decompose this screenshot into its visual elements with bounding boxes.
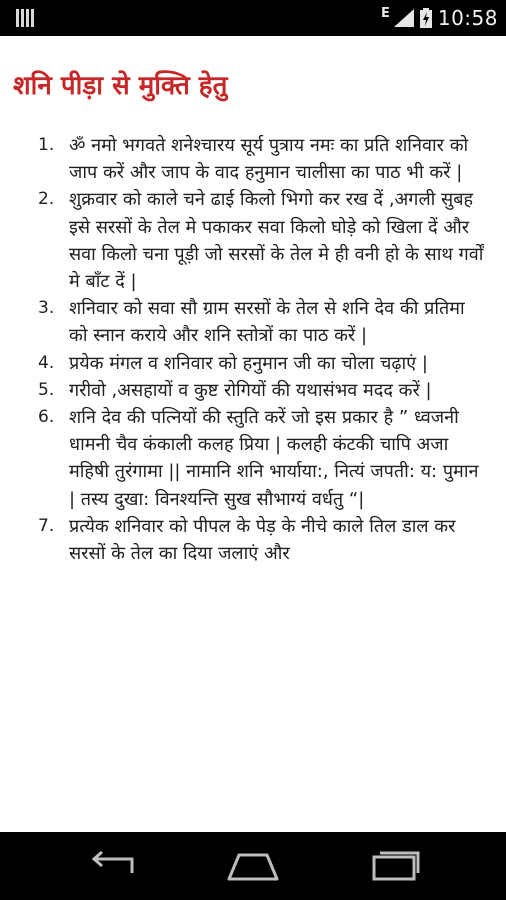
navigation-bar (0, 832, 506, 900)
list-item (0, 186, 506, 295)
item-text: गरीवो ,असहायों व कुष्ट रोगियों की यथासंभव मदद करें | (69, 379, 432, 401)
item-text: शनिवार को सवा सौ ग्राम सरसों के तेल से शनि देव की प्रतिमा को स्नान कराये और शनि स्तोत्रों का पाठ करें | (69, 298, 465, 347)
barcode-icon (16, 9, 34, 27)
status-clock: 10:58 (437, 6, 498, 30)
back-button[interactable] (84, 849, 140, 883)
recents-button[interactable] (366, 849, 422, 883)
content-area[interactable] (0, 36, 506, 832)
item-number: 2. (38, 189, 55, 210)
item-number: 7. (38, 515, 55, 536)
status-bar (0, 0, 506, 36)
battery-charging-icon (420, 8, 432, 28)
item-number: 5. (38, 379, 55, 400)
item-number: 3. (38, 298, 55, 319)
remedy-list (0, 132, 506, 567)
item-text: शुक्रवार को काले चने ढाई किलो भिगो कर रख दें ,अगली सुबह इसे सरसों के तेल मे पकाकर सवा किलो घोड़े को खिला दें और सवा किलो चना पूड़ी जो सरसों के तेल मे ही वनी हो के साथ गर्वों मे बाँट दें | (69, 189, 484, 293)
item-number: 4. (38, 352, 55, 373)
item-text: ॐ नमो भगवते शनेश्चारय सूर्य पुत्राय नमः का प्रति शनिवार को जाप करें और जाप के वाद हनुमान चालीसा का पाठ भी करें | (69, 135, 469, 184)
back-icon (84, 849, 140, 883)
signal-icon (394, 9, 414, 27)
network-type-label: E (380, 5, 390, 21)
recents-icon (366, 849, 422, 883)
list-item (0, 404, 506, 513)
item-number: 1. (38, 135, 55, 155)
status-icons (381, 0, 498, 36)
list-item (0, 132, 506, 186)
list-item (0, 350, 506, 377)
list-item (0, 295, 506, 349)
list-item (0, 377, 506, 404)
item-text: शनि देव की पत्नियों की स्तुति करें जो इस प्रकार है ” ध्वजनी धामनी चैव कंकाली कलह प्रिया | कलही कंटकी चापि अजा महिषी तुरंगामा || नामानि शनि भार्याया:, नित्यं जपती: य: पुमान | तस्य दुखा: विनश्यन्ति सुख सौभाग्यं वर्धतु “| (69, 407, 479, 510)
list-item (0, 513, 506, 567)
page-title: शनि पीड़ा से मुक्ति हेतु (13, 71, 228, 101)
home-icon (225, 849, 281, 883)
item-number: 6. (38, 407, 55, 428)
home-button[interactable] (225, 849, 281, 883)
item-text: प्रयेक मंगल व शनिवार को हनुमान जी का चोला चढ़ाएं | (69, 352, 428, 374)
item-text: प्रत्येक शनिवार को पीपल के पेड़ के नीचे काले तिल डाल कर सरसों के तेल का दिया जलाएं और (69, 515, 456, 565)
